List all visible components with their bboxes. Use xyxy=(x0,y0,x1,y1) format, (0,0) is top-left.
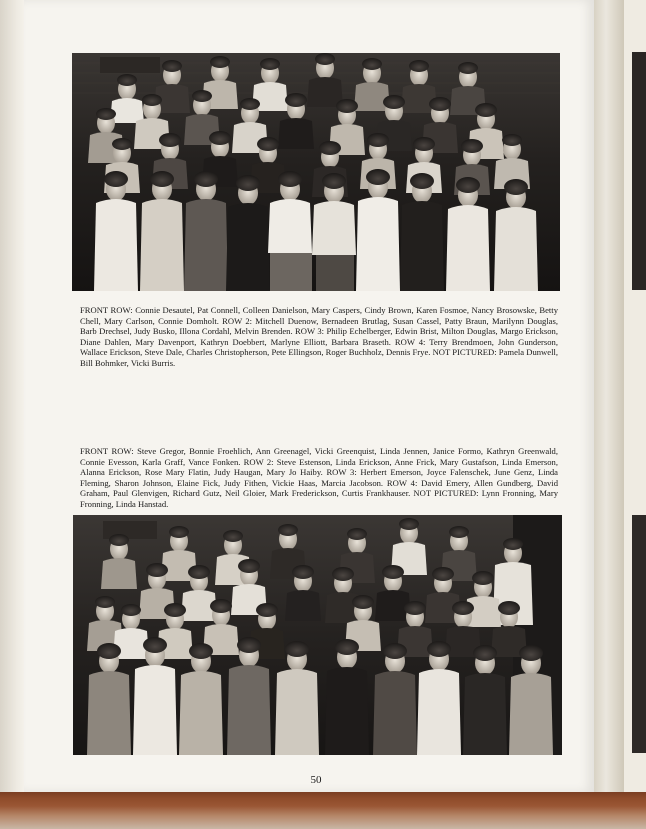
page-left-edge xyxy=(0,0,24,829)
page-number: 50 xyxy=(310,774,322,786)
book-gutter xyxy=(594,0,624,800)
group-photo-bottom-image xyxy=(73,515,562,755)
book-cover-edge xyxy=(0,792,646,829)
facing-page-photo-edge xyxy=(632,515,646,753)
group-photo-top xyxy=(72,53,560,291)
photo-caption-top: FRONT ROW: Connie Desautel, Pat Connell, Colleen Danielson, Mary Caspers, Cindy Brown, Karen Fosmoe, Nancy Brosowske, Betty Chell, Mary Carlson, Connie Domholt. ROW 2: Mitchell Duenow, Bernadeen Brutlag, Susan Cassel, Patty Braun, Marilynn Douglas, Barb Drechsel, Judy Busko, Illona Cordahl, Melvin Brenden. ROW 3: Philip Echelberger, Edwin Brist, Milton Douglas, Margo Erickson, Diane Dahlen, Mary Davenport, Kathryn Doebbert, Marlyne Elliott, Barbara Braseth. ROW 4: Terry Brendmoen, John Gunderson, Wallace Erickson, Steve Dale, Charles Christopherson, Pete Ellingson, Roger Buchholz, Dennis Frye. NOT PICTURED: Pamela Dunwell, Bill Bohmker, Vicki Burris. xyxy=(80,305,558,368)
photo-caption-bottom: FRONT ROW: Steve Gregor, Bonnie Froehlich, Ann Greenagel, Vicki Greenquist, Linda Jennen, Janice Formo, Kathryn Greenwald, Connie Evesson, Karla Graff, Vance Fonken. ROW 2: Steve Estenson, Linda Erickson, Anne Frick, Mary Gustafson, Linda Emerson, Alanna Erickson, Rose Mary Flatin, Judy Haugan, Mary Jo Haiby. ROW 3: Herbert Emerson, Joyce Falenschek, June Genz, Linda Fleming, Sharon Johnson, Elaine Fick, Judy Fithen, Vickie Haas, Marcia Jacobson. ROW 4: David Emery, Allen Gundberg, David Graham, Paul Glenvigen, Richard Gutz, Neil Gloier, Mark Frederickson, Curtis Frankhauser. NOT PICTURED: Lynn Fronning, Mary Fronning, Linda Hanstad. xyxy=(80,446,558,509)
facing-page-photo-edge xyxy=(632,52,646,290)
group-photo-bottom xyxy=(73,515,562,755)
group-photo-top-image xyxy=(72,53,560,291)
